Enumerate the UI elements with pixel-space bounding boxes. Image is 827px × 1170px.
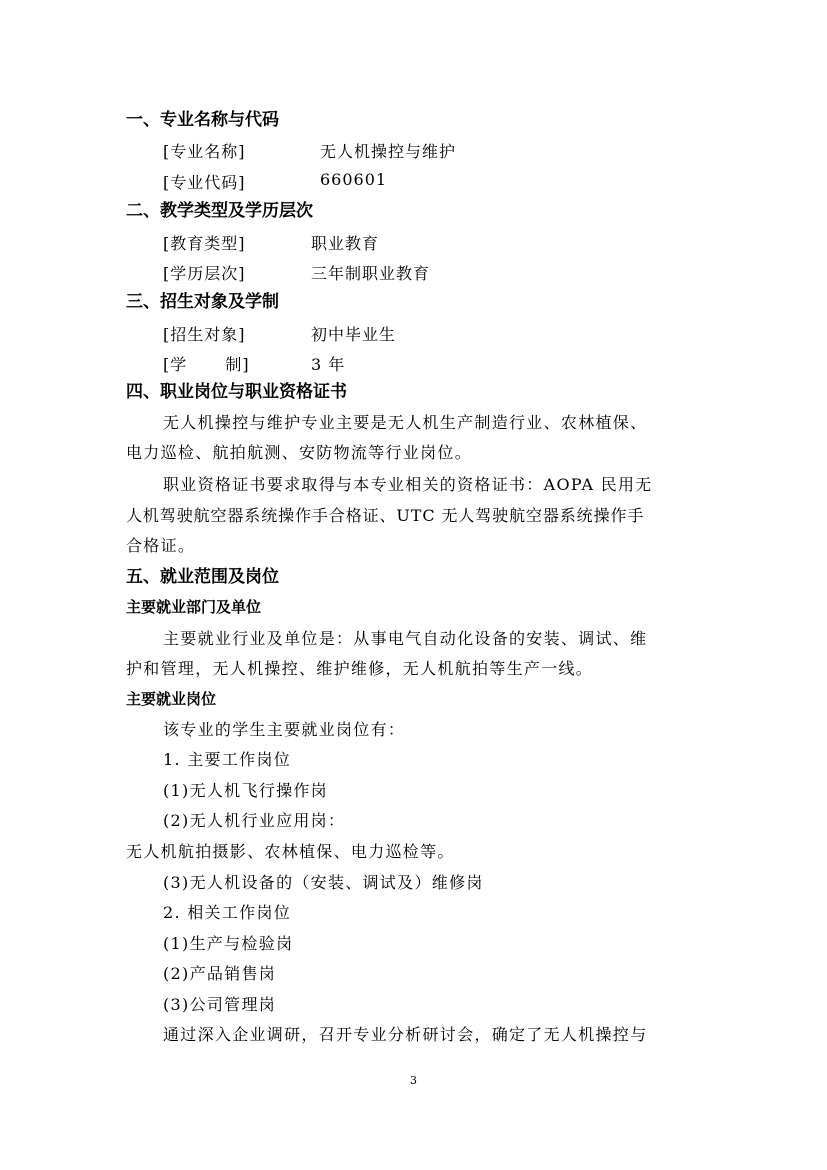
- paragraph-line: 无人机操控与维护专业主要是无人机生产制造行业、农林植保、: [163, 413, 648, 432]
- list-item: (2)产品销售岗: [163, 964, 277, 983]
- list-item: (3)公司管理岗: [163, 995, 277, 1014]
- field-label-enrollment-target: [招生对象]: [163, 325, 246, 344]
- list-item: 1. 主要工作岗位: [163, 750, 292, 769]
- field-value-enrollment-target: 初中毕业生: [311, 325, 397, 344]
- field-value-education-type: 职业教育: [311, 234, 380, 253]
- list-item: (2)无人机行业应用岗：: [163, 811, 346, 830]
- list-item: 2. 相关工作岗位: [163, 903, 292, 922]
- paragraph-line: 通过深入企业调研，召开专业分析研讨会，确定了无人机操控与: [163, 1025, 648, 1044]
- field-label-duration: [学 制]: [163, 355, 250, 374]
- section-heading-5: 五、就业范围及岗位: [126, 567, 279, 587]
- paragraph-line: 护和管理，无人机操控、维护维修，无人机航拍等生产一线。: [126, 659, 594, 678]
- subheading-employment-positions: 主要就业岗位: [126, 690, 217, 708]
- paragraph-line: 职业资格证书要求取得与本专业相关的资格证书：AOPA 民用无: [163, 475, 653, 494]
- field-label-major-name: [专业名称]: [163, 142, 246, 161]
- list-item: (1)生产与检验岗: [163, 934, 294, 953]
- field-label-education-level: [学历层次]: [163, 264, 246, 283]
- field-label-major-code: [专业代码]: [163, 173, 246, 192]
- paragraph-line: 合格证。: [126, 536, 196, 555]
- paragraph-line: 人机驾驶航空器系统操作手合格证、UTC 无人驾驶航空器系统操作手: [126, 506, 645, 525]
- list-item: (1)无人机飞行操作岗: [163, 781, 328, 800]
- subheading-employment-units: 主要就业部门及单位: [126, 598, 262, 616]
- section-heading-4: 四、职业岗位与职业资格证书: [126, 382, 347, 402]
- field-value-education-level: 三年制职业教育: [311, 264, 431, 283]
- list-item: 无人机航拍摄影、农林植保、电力巡检等。: [126, 842, 455, 861]
- section-heading-2: 二、教学类型及学历层次: [126, 201, 313, 221]
- paragraph-line: 主要就业行业及单位是：从事电气自动化设备的安装、调试、维: [163, 629, 648, 648]
- section-heading-3: 三、招生对象及学制: [126, 292, 279, 312]
- field-value-duration: 3 年: [311, 355, 346, 374]
- field-value-major-code: 660601: [320, 170, 388, 189]
- page-number: 3: [410, 1074, 417, 1087]
- field-label-education-type: [教育类型]: [163, 234, 246, 253]
- list-item: (3)无人机设备的（安装、调试及）维修岗: [163, 873, 484, 892]
- paragraph-line: 该专业的学生主要就业岗位有：: [163, 720, 406, 739]
- section-heading-1: 一、专业名称与代码: [126, 110, 279, 130]
- field-value-major-name: 无人机操控与维护: [320, 142, 457, 161]
- paragraph-line: 电力巡检、航拍航测、安防物流等行业岗位。: [126, 443, 473, 462]
